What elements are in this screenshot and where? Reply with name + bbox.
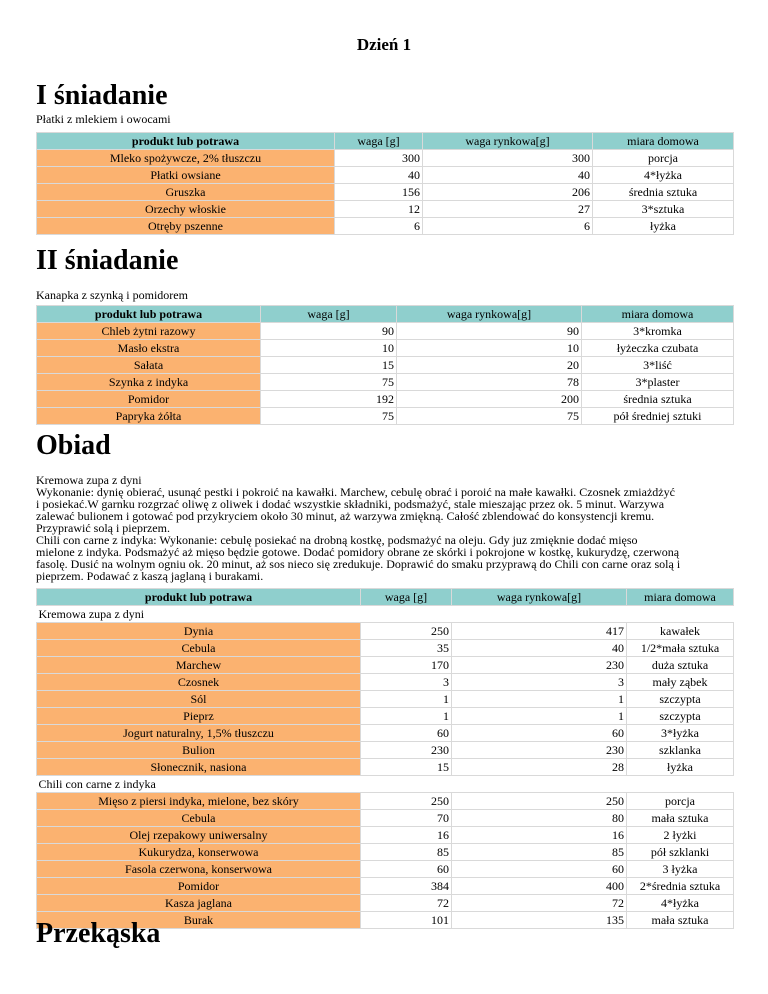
weight-value: 40: [335, 167, 423, 184]
col-weight: waga [g]: [261, 306, 397, 323]
table-row: [37, 184, 734, 201]
weight-value: 35: [361, 640, 452, 657]
table-row: [37, 340, 734, 357]
measure-value: pół średniej sztuki: [582, 408, 734, 425]
market-weight-value: 400: [452, 878, 627, 895]
measure-value: 3*liść: [582, 357, 734, 374]
product-name: Olej rzepakowy uniwersalny: [37, 827, 361, 844]
market-weight-value: 1: [452, 708, 627, 725]
market-weight-value: 6: [423, 218, 593, 235]
product-name: Gruszka: [37, 184, 335, 201]
weight-value: 10: [261, 340, 397, 357]
weight-value: 75: [261, 374, 397, 391]
breakfast1-heading: I śniadanie: [36, 80, 168, 111]
weight-value: 1: [361, 708, 452, 725]
weight-value: 85: [361, 844, 452, 861]
col-product: produkt lub potrawa: [37, 589, 361, 606]
product-name: Kasza jaglana: [37, 895, 361, 912]
weight-value: 1: [361, 691, 452, 708]
weight-value: 156: [335, 184, 423, 201]
product-name: Cebula: [37, 640, 361, 657]
product-name: Czosnek: [37, 674, 361, 691]
weight-value: 72: [361, 895, 452, 912]
product-name: Sól: [37, 691, 361, 708]
product-name: Otręby pszenne: [37, 218, 335, 235]
product-name: Kukurydza, konserwowa: [37, 844, 361, 861]
measure-value: 3*sztuka: [593, 201, 734, 218]
description-line: Kremowa zupa z dyni: [36, 473, 142, 487]
col-market-weight: waga rynkowa[g]: [397, 306, 582, 323]
weight-value: 90: [261, 323, 397, 340]
measure-value: 3*łyżka: [627, 725, 734, 742]
breakfast2-table: [36, 305, 734, 425]
market-weight-value: 1: [452, 691, 627, 708]
market-weight-value: 200: [397, 391, 582, 408]
market-weight-value: 230: [452, 657, 627, 674]
snack-heading: Przekąska: [36, 918, 161, 949]
group-row: [37, 606, 734, 623]
measure-value: 4*łyżka: [627, 895, 734, 912]
table-row: [37, 725, 734, 742]
measure-value: mały ząbek: [627, 674, 734, 691]
measure-value: duża sztuka: [627, 657, 734, 674]
market-weight-value: 75: [397, 408, 582, 425]
market-weight-value: 250: [452, 793, 627, 810]
table-row: [37, 691, 734, 708]
product-name: Dynia: [37, 623, 361, 640]
measure-value: średnia sztuka: [593, 184, 734, 201]
product-name: Papryka żółta: [37, 408, 261, 425]
description-line: fasolę. Dusić na wolnym ogniu ok. 20 minut, aż sos nieco się zredukuje. Doprawić do smaku przyprawą do Chili con carne oraz solą i: [36, 557, 681, 571]
measure-value: 2 łyżki: [627, 827, 734, 844]
measure-value: 4*łyżka: [593, 167, 734, 184]
col-measure: miara domowa: [582, 306, 734, 323]
market-weight-value: 72: [452, 895, 627, 912]
weight-value: 300: [335, 150, 423, 167]
breakfast1-dish: Płatki z mlekiem i owocami: [36, 112, 171, 126]
description-line: pieprzem. Podawać z kaszą jaglaną i burakami.: [36, 569, 264, 583]
description-line: i posiekać.W garnku rozgrzać oliwę z oliwek i dodać wszystkie składniki, podsmażyć, stale mieszając przez ok. 5 minut. Warzywa: [36, 497, 665, 511]
market-weight-value: 20: [397, 357, 582, 374]
product-name: Mleko spożywcze, 2% tłuszczu: [37, 150, 335, 167]
table-row: [37, 810, 734, 827]
measure-value: łyżeczka czubata: [582, 340, 734, 357]
table-row: [37, 674, 734, 691]
description-line: mielone z indyka. Podsmażyć aż mięso będzie gotowe. Dodać pomidory obrane ze skórki i pokrojone w kostkę, kukurydzę, czerwoną: [36, 545, 680, 559]
table-row: [37, 844, 734, 861]
measure-value: porcja: [593, 150, 734, 167]
market-weight-value: 60: [452, 725, 627, 742]
weight-value: 16: [361, 827, 452, 844]
group-row: [37, 776, 734, 793]
table-row: [37, 742, 734, 759]
table-row: [37, 878, 734, 895]
table-row: [37, 640, 734, 657]
product-name: Sałata: [37, 357, 261, 374]
weight-value: 60: [361, 861, 452, 878]
measure-value: pół szklanki: [627, 844, 734, 861]
product-name: Fasola czerwona, konserwowa: [37, 861, 361, 878]
product-name: Bulion: [37, 742, 361, 759]
market-weight-value: 300: [423, 150, 593, 167]
col-product: produkt lub potrawa: [37, 133, 335, 150]
table-row: [37, 167, 734, 184]
product-name: Słonecznik, nasiona: [37, 759, 361, 776]
market-weight-value: 80: [452, 810, 627, 827]
market-weight-value: 40: [423, 167, 593, 184]
weight-value: 384: [361, 878, 452, 895]
col-measure: miara domowa: [593, 133, 734, 150]
lunch-description: [36, 474, 736, 582]
breakfast2-dish: Kanapka z szynką i pomidorem: [36, 288, 188, 302]
measure-value: łyżka: [627, 759, 734, 776]
table-row: [37, 708, 734, 725]
market-weight-value: 206: [423, 184, 593, 201]
measure-value: 3*kromka: [582, 323, 734, 340]
breakfast1-table: [36, 132, 734, 235]
col-weight: waga [g]: [361, 589, 452, 606]
table-row: [37, 861, 734, 878]
weight-value: 3: [361, 674, 452, 691]
measure-value: szklanka: [627, 742, 734, 759]
weight-value: 15: [361, 759, 452, 776]
measure-value: kawałek: [627, 623, 734, 640]
measure-value: szczypta: [627, 708, 734, 725]
table-row: [37, 218, 734, 235]
measure-value: 3*plaster: [582, 374, 734, 391]
table-row: [37, 623, 734, 640]
weight-value: 70: [361, 810, 452, 827]
product-name: Chleb żytni razowy: [37, 323, 261, 340]
product-name: Szynka z indyka: [37, 374, 261, 391]
market-weight-value: 28: [452, 759, 627, 776]
weight-value: 15: [261, 357, 397, 374]
table-row: [37, 201, 734, 218]
product-name: Pomidor: [37, 391, 261, 408]
market-weight-value: 90: [397, 323, 582, 340]
market-weight-value: 16: [452, 827, 627, 844]
measure-value: 3 łyżka: [627, 861, 734, 878]
product-name: Cebula: [37, 810, 361, 827]
table-row: [37, 408, 734, 425]
product-name: Pomidor: [37, 878, 361, 895]
table-row: [37, 827, 734, 844]
product-name: Płatki owsiane: [37, 167, 335, 184]
market-weight-value: 27: [423, 201, 593, 218]
measure-value: mała sztuka: [627, 912, 734, 929]
product-name: Marchew: [37, 657, 361, 674]
table-row: [37, 357, 734, 374]
market-weight-value: 230: [452, 742, 627, 759]
weight-value: 192: [261, 391, 397, 408]
market-weight-value: 78: [397, 374, 582, 391]
weight-value: 101: [361, 912, 452, 929]
market-weight-value: 85: [452, 844, 627, 861]
weight-value: 6: [335, 218, 423, 235]
market-weight-value: 135: [452, 912, 627, 929]
col-measure: miara domowa: [627, 589, 734, 606]
measure-value: 1/2*mała sztuka: [627, 640, 734, 657]
product-name: Orzechy włoskie: [37, 201, 335, 218]
market-weight-value: 3: [452, 674, 627, 691]
measure-value: średnia sztuka: [582, 391, 734, 408]
col-market-weight: waga rynkowa[g]: [452, 589, 627, 606]
weight-value: 12: [335, 201, 423, 218]
market-weight-value: 417: [452, 623, 627, 640]
breakfast2-heading: II śniadanie: [36, 245, 179, 276]
description-line: Chili con carne z indyka: Wykonanie: cebulę posiekać na drobną kostkę, podsmażyć na oleju. Gdy juz zmięknie dodać mięso: [36, 533, 638, 547]
lunch-heading: Obiad: [36, 430, 111, 461]
product-name: Jogurt naturalny, 1,5% tłuszczu: [37, 725, 361, 742]
product-name: Pieprz: [37, 708, 361, 725]
market-weight-value: 10: [397, 340, 582, 357]
weight-value: 60: [361, 725, 452, 742]
market-weight-value: 60: [452, 861, 627, 878]
table-row: [37, 895, 734, 912]
measure-value: łyżka: [593, 218, 734, 235]
weight-value: 75: [261, 408, 397, 425]
lunch-table: [36, 588, 734, 929]
weight-value: 250: [361, 623, 452, 640]
table-row: [37, 391, 734, 408]
col-product: produkt lub potrawa: [37, 306, 261, 323]
table-row: [37, 150, 734, 167]
table-row: [37, 793, 734, 810]
measure-value: porcja: [627, 793, 734, 810]
product-name: Mięso z piersi indyka, mielone, bez skóry: [37, 793, 361, 810]
weight-value: 230: [361, 742, 452, 759]
measure-value: 2*średnia sztuka: [627, 878, 734, 895]
product-name: Masło ekstra: [37, 340, 261, 357]
table-row: [37, 759, 734, 776]
measure-value: szczypta: [627, 691, 734, 708]
market-weight-value: 40: [452, 640, 627, 657]
table-row: [37, 374, 734, 391]
day-title: Dzień 1: [356, 35, 412, 54]
group-title: Chili con carne z indyka: [37, 776, 734, 793]
col-market-weight: waga rynkowa[g]: [423, 133, 593, 150]
group-title: Kremowa zupa z dyni: [37, 606, 734, 623]
weight-value: 250: [361, 793, 452, 810]
description-line: Wykonanie: dynię obierać, usunąć pestki i pokroić na kawałki. Marchew, cebulę obrać i poroić na małe kawałki. Czosnek zmiażdżyć: [36, 485, 675, 499]
table-row: [37, 323, 734, 340]
description-line: zalewać bulionem i gotować pod przykryciem około 30 minut, aż warzywa zmiękną. Całość zblendować do konsystencji kremu.: [36, 509, 655, 523]
product-name: Burak: [37, 912, 361, 929]
description-line: Przyprawić solą i pieprzem.: [36, 521, 170, 535]
col-weight: waga [g]: [335, 133, 423, 150]
measure-value: mała sztuka: [627, 810, 734, 827]
weight-value: 170: [361, 657, 452, 674]
table-row: [37, 657, 734, 674]
